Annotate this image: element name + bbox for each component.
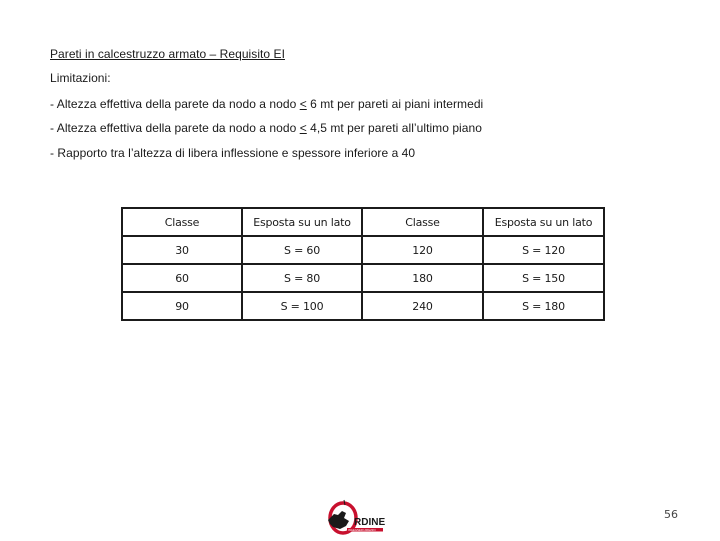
limitation-text: 4,5 mt per pareti all’ultimo piano xyxy=(306,121,482,135)
limitation-item xyxy=(50,121,482,135)
header-cell: Classe xyxy=(362,208,483,236)
header-cell: Esposta su un lato xyxy=(242,208,362,236)
less-or-equal-sign: < xyxy=(299,97,307,111)
table-cell: S = 60 xyxy=(242,236,362,264)
limitation-text: - Rapporto tra l’altezza di libera inflessione e spessore inferiore a 40 xyxy=(50,146,416,160)
logo-graphic xyxy=(324,496,386,536)
table-cell: 120 xyxy=(362,236,483,264)
table-cell: 240 xyxy=(362,292,483,320)
less-or-equal-sign: < xyxy=(299,121,307,135)
ordine-ingegneri-logo xyxy=(324,496,386,536)
limitations-label: Limitazioni: xyxy=(50,71,111,85)
table-cell: S = 180 xyxy=(483,292,604,320)
header-cell: Esposta su un lato xyxy=(483,208,604,236)
table-cell: 180 xyxy=(362,264,483,292)
table-cell: 60 xyxy=(122,264,242,292)
table-cell: S = 120 xyxy=(483,236,604,264)
table-row xyxy=(122,292,604,320)
table-cell: S = 150 xyxy=(483,264,604,292)
slide-title: Pareti in calcestruzzo armato – Requisito EI xyxy=(50,47,285,61)
fire-resistance-table xyxy=(121,207,605,321)
limitation-item xyxy=(50,146,415,160)
limitation-text: - Altezza effettiva della parete da nodo a nodo xyxy=(50,97,300,111)
limitation-text: 6 mt per pareti ai piani intermedi xyxy=(306,97,484,111)
table-cell: S = 100 xyxy=(242,292,362,320)
limitation-item xyxy=(50,97,483,111)
svg-text:INGEGNERI AREZZO: INGEGNERI AREZZO xyxy=(348,528,376,532)
table-cell: 30 xyxy=(122,236,242,264)
svg-text:RDINE: RDINE xyxy=(354,517,386,528)
table-row xyxy=(122,264,604,292)
header-cell: Classe xyxy=(122,208,242,236)
limitation-text: - Altezza effettiva della parete da nodo a nodo xyxy=(50,121,300,135)
table-cell: S = 80 xyxy=(242,264,362,292)
table-cell: 90 xyxy=(122,292,242,320)
table-row xyxy=(122,236,604,264)
table-header-row xyxy=(122,208,604,236)
page-number: 56 xyxy=(664,508,678,521)
